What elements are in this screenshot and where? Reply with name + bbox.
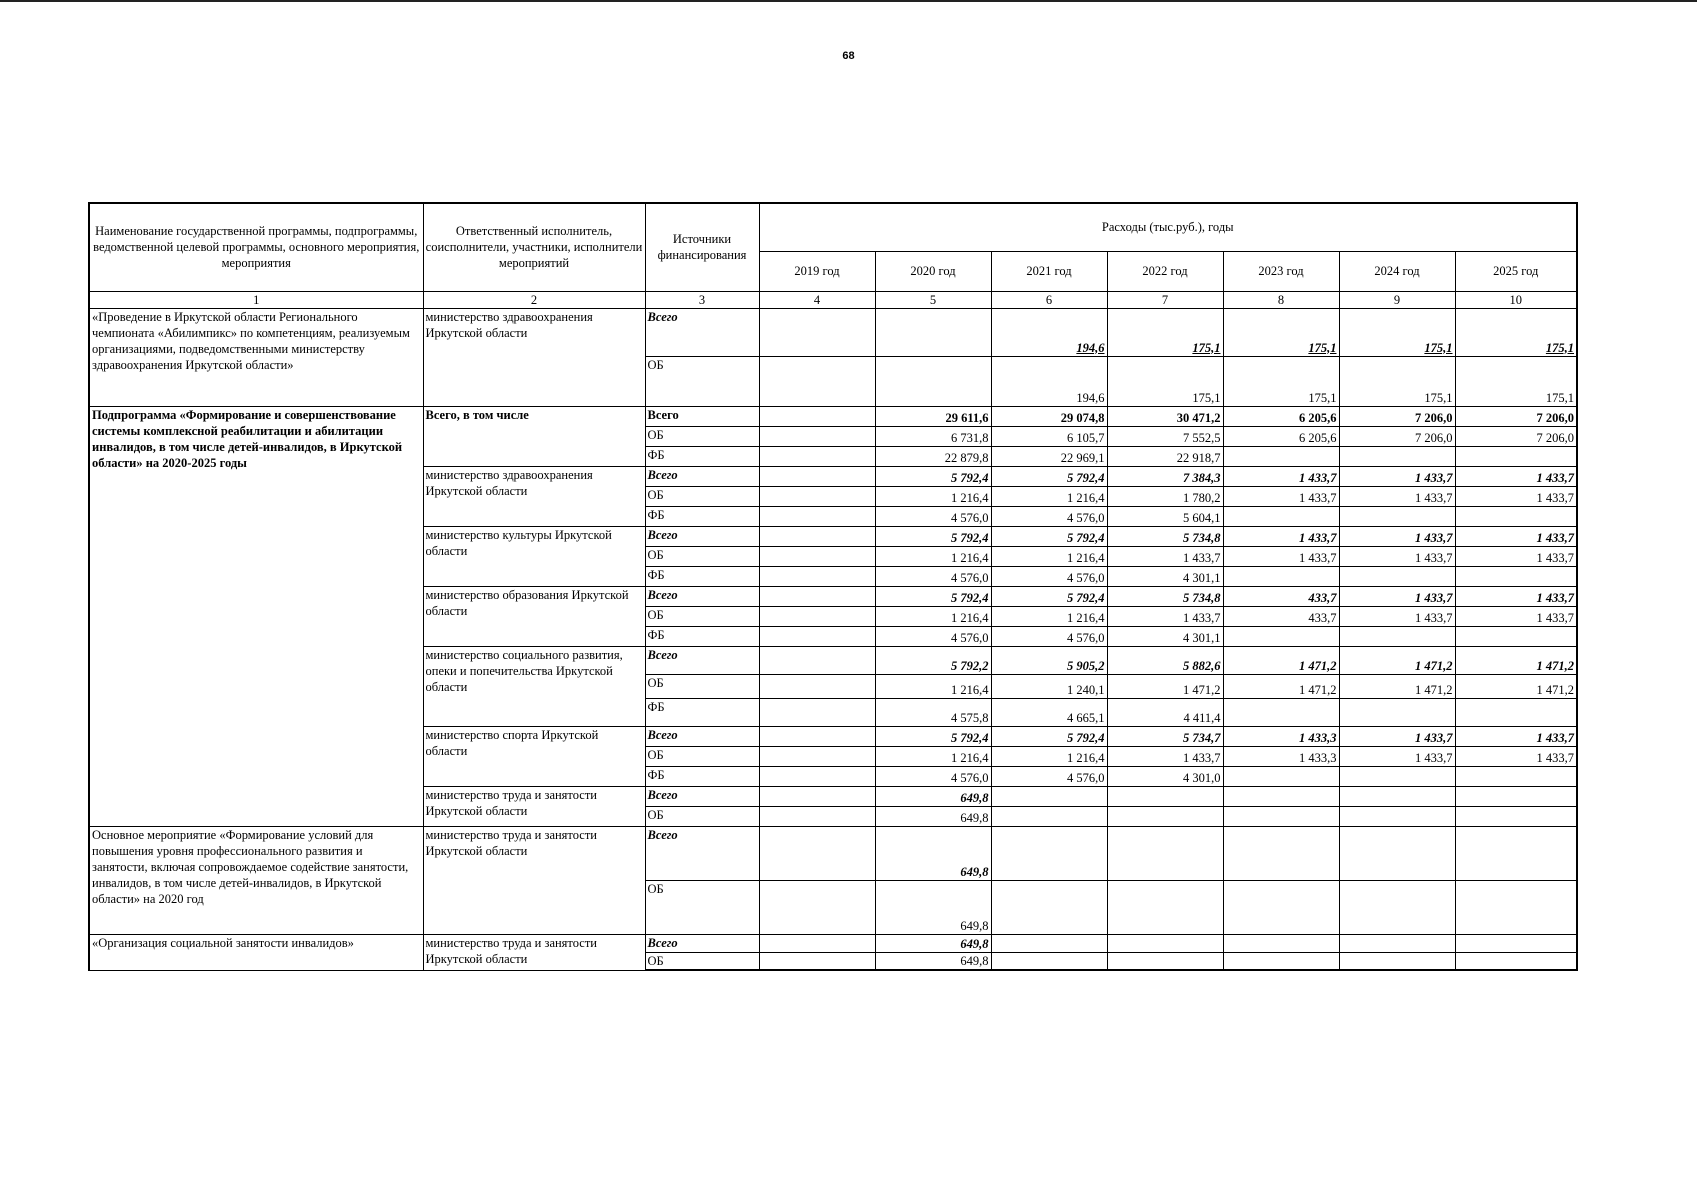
value-cell: 1 216,4 [875,486,991,506]
funding-source: ОБ [645,880,759,934]
value-cell: 5 882,6 [1107,646,1223,674]
value-cell: 1 433,7 [1339,606,1455,626]
header-numbers-row [89,291,1577,308]
value-cell: 1 433,7 [1339,586,1455,606]
funding-source: ФБ [645,698,759,726]
value-cell: 5 734,7 [1107,726,1223,746]
value-cell [991,786,1107,806]
value-cell [1339,446,1455,466]
value-cell: 22 879,8 [875,446,991,466]
value-cell [759,546,875,566]
value-cell [1455,626,1577,646]
table-row [89,406,1577,426]
value-cell: 5 792,4 [991,466,1107,486]
value-cell: 22 969,1 [991,446,1107,466]
value-cell: 1 433,7 [1107,606,1223,626]
value-cell: 4 575,8 [875,698,991,726]
value-cell: 1 433,7 [1455,546,1577,566]
value-cell [1107,952,1223,970]
table-body [89,308,1577,970]
value-cell [1107,786,1223,806]
value-cell: 5 792,2 [875,646,991,674]
funding-source: Всего [645,586,759,606]
value-cell [1339,766,1455,786]
funding-source: ОБ [645,806,759,826]
value-cell: 1 433,7 [1455,526,1577,546]
header-col-number: 8 [1223,291,1339,308]
table-header [89,203,1577,308]
value-cell: 649,8 [875,806,991,826]
value-cell: 1 433,7 [1339,726,1455,746]
value-cell: 1 216,4 [875,546,991,566]
value-cell [759,826,875,880]
table-row [89,826,1577,880]
value-cell: 1 433,7 [1223,526,1339,546]
value-cell: 1 433,7 [1223,486,1339,506]
executor-name: министерство здравоохранения Иркутской области [423,466,645,526]
funding-source: ОБ [645,606,759,626]
value-cell [1339,934,1455,952]
value-cell [1455,566,1577,586]
value-cell [759,406,875,426]
value-cell: 4 576,0 [875,766,991,786]
value-cell [1223,698,1339,726]
funding-source: Всего [645,308,759,356]
value-cell: 1 216,4 [991,606,1107,626]
value-cell [1455,880,1577,934]
header-name: Наименование государственной программы, подпрограммы, ведомственной целевой программы, основного мероприятия, мероприятия [89,203,423,291]
value-cell: 1 216,4 [875,674,991,698]
value-cell: 4 411,4 [1107,698,1223,726]
scan-top-edge [0,0,1697,2]
value-cell: 1 433,7 [1455,746,1577,766]
header-col-number: 10 [1455,291,1577,308]
value-cell: 1 471,2 [1223,646,1339,674]
funding-source: Всего [645,826,759,880]
value-cell: 1 433,7 [1339,486,1455,506]
value-cell [1455,698,1577,726]
header-year: 2020 год [875,251,991,291]
funding-source: Всего [645,646,759,674]
block-name: «Организация социальной занятости инвалидов» [89,934,423,970]
value-cell: 6 205,6 [1223,406,1339,426]
value-cell [1455,506,1577,526]
funding-source: ОБ [645,546,759,566]
value-cell: 6 105,7 [991,426,1107,446]
value-cell: 1 433,3 [1223,746,1339,766]
value-cell: 649,8 [875,952,991,970]
header-col-number: 7 [1107,291,1223,308]
funding-source: Всего [645,786,759,806]
page-number: 68 [842,50,855,62]
value-cell [1223,506,1339,526]
value-cell: 1 433,7 [1455,606,1577,626]
funding-source: Всего [645,726,759,746]
value-cell: 175,1 [1339,308,1455,356]
value-cell: 194,6 [991,356,1107,406]
header-executor: Ответственный исполнитель, соисполнители, участники, исполнители мероприятий [423,203,645,291]
executor-name: министерство здравоохранения Иркутской области [423,308,645,406]
funding-source: Всего [645,466,759,486]
value-cell [759,674,875,698]
value-cell: 1 433,7 [1455,486,1577,506]
header-year: 2022 год [1107,251,1223,291]
value-cell [759,746,875,766]
value-cell: 1 433,7 [1455,726,1577,746]
value-cell: 1 216,4 [991,546,1107,566]
value-cell: 5 792,4 [875,466,991,486]
value-cell: 1 433,7 [1339,546,1455,566]
value-cell: 1 433,7 [1223,466,1339,486]
budget-table [88,202,1578,971]
funding-source: ОБ [645,486,759,506]
value-cell [759,586,875,606]
value-cell [1455,446,1577,466]
value-cell [1455,806,1577,826]
value-cell: 175,1 [1223,308,1339,356]
value-cell [1339,626,1455,646]
value-cell [1455,952,1577,970]
value-cell: 30 471,2 [1107,406,1223,426]
value-cell [1339,806,1455,826]
value-cell: 5 792,4 [875,726,991,746]
header-year: 2023 год [1223,251,1339,291]
value-cell: 6 205,6 [1223,426,1339,446]
value-cell [759,466,875,486]
value-cell [991,806,1107,826]
funding-source: ОБ [645,426,759,446]
value-cell: 5 905,2 [991,646,1107,674]
funding-source: ОБ [645,356,759,406]
value-cell: 649,8 [875,880,991,934]
value-cell: 6 731,8 [875,426,991,446]
header-year: 2024 год [1339,251,1455,291]
header-year: 2019 год [759,251,875,291]
value-cell [875,356,991,406]
value-cell: 1 433,7 [1339,526,1455,546]
value-cell: 433,7 [1223,606,1339,626]
value-cell [1455,826,1577,880]
value-cell: 1 433,7 [1339,466,1455,486]
value-cell [759,446,875,466]
value-cell [1339,826,1455,880]
value-cell [1107,880,1223,934]
value-cell: 194,6 [991,308,1107,356]
value-cell [991,880,1107,934]
value-cell: 22 918,7 [1107,446,1223,466]
value-cell [759,426,875,446]
value-cell: 5 792,4 [875,586,991,606]
value-cell: 4 576,0 [991,766,1107,786]
value-cell: 175,1 [1107,356,1223,406]
value-cell [759,486,875,506]
value-cell: 1 433,7 [1107,746,1223,766]
block-name: «Проведение в Иркутской области Регионального чемпионата «Абилимпикс» по компетенциям, реализуемым организациями, подведомственными министерству здравоохранения Иркутской области» [89,308,423,406]
value-cell [1339,698,1455,726]
value-cell: 1 433,7 [1223,546,1339,566]
value-cell [1223,566,1339,586]
funding-source: ФБ [645,566,759,586]
value-cell [759,506,875,526]
value-cell: 1 471,2 [1107,674,1223,698]
executor-name: министерство труда и занятости Иркутской области [423,934,645,970]
value-cell: 1 471,2 [1455,674,1577,698]
value-cell [1223,934,1339,952]
header-col-number: 3 [645,291,759,308]
executor-name: министерство образования Иркутской области [423,586,645,646]
value-cell: 29 611,6 [875,406,991,426]
value-cell [759,766,875,786]
header-col-number: 9 [1339,291,1455,308]
value-cell: 175,1 [1107,308,1223,356]
value-cell [1223,766,1339,786]
value-cell: 1 433,7 [1455,466,1577,486]
value-cell [1223,626,1339,646]
value-cell: 1 471,2 [1223,674,1339,698]
value-cell: 1 780,2 [1107,486,1223,506]
value-cell: 1 433,7 [1339,746,1455,766]
value-cell [759,308,875,356]
value-cell [1223,826,1339,880]
value-cell: 7 206,0 [1455,406,1577,426]
value-cell [759,934,875,952]
value-cell: 4 301,1 [1107,626,1223,646]
value-cell: 1 216,4 [991,746,1107,766]
value-cell [991,934,1107,952]
value-cell [1223,786,1339,806]
funding-source: ОБ [645,746,759,766]
executor-name: министерство труда и занятости Иркутской области [423,826,645,934]
header-col-number: 1 [89,291,423,308]
header-source: Источники финансирования [645,203,759,291]
value-cell: 649,8 [875,826,991,880]
value-cell: 1 216,4 [875,606,991,626]
value-cell [1223,880,1339,934]
value-cell: 1 216,4 [875,746,991,766]
value-cell: 4 576,0 [875,626,991,646]
value-cell [759,626,875,646]
value-cell: 175,1 [1223,356,1339,406]
value-cell [1455,934,1577,952]
value-cell [1223,446,1339,466]
value-cell: 1 216,4 [991,486,1107,506]
value-cell: 1 433,3 [1223,726,1339,746]
funding-source: Всего [645,934,759,952]
value-cell: 1 240,1 [991,674,1107,698]
value-cell: 7 206,0 [1339,406,1455,426]
value-cell [759,786,875,806]
value-cell: 649,8 [875,786,991,806]
value-cell [759,646,875,674]
value-cell [1339,506,1455,526]
value-cell: 5 792,4 [991,586,1107,606]
block-name: Основное мероприятие «Формирование условий для повышения уровня профессионального развития и занятости, включая сопровождаемое содействие занятости, инвалидов, в том числе детей-инвалидов, в Иркутской области» на 2020 год [89,826,423,934]
value-cell [1455,786,1577,806]
value-cell [759,606,875,626]
value-cell [759,806,875,826]
value-cell [1223,806,1339,826]
funding-source: ОБ [645,674,759,698]
value-cell [759,726,875,746]
value-cell: 5 604,1 [1107,506,1223,526]
value-cell [875,308,991,356]
value-cell: 4 301,0 [1107,766,1223,786]
value-cell [1455,766,1577,786]
value-cell: 4 576,0 [991,506,1107,526]
funding-source: ФБ [645,506,759,526]
executor-name: министерство труда и занятости Иркутской области [423,786,645,826]
value-cell: 4 576,0 [991,566,1107,586]
table-row [89,308,1577,356]
value-cell [1107,826,1223,880]
value-cell [759,952,875,970]
executor-name: министерство спорта Иркутской области [423,726,645,786]
value-cell: 4 665,1 [991,698,1107,726]
executor-name: министерство социального развития, опеки и попечительства Иркутской области [423,646,645,726]
value-cell [1339,786,1455,806]
value-cell [759,526,875,546]
value-cell: 175,1 [1339,356,1455,406]
value-cell: 175,1 [1455,308,1577,356]
value-cell: 7 206,0 [1339,426,1455,446]
value-cell: 29 074,8 [991,406,1107,426]
executor-name: Всего, в том числе [423,406,645,466]
value-cell: 175,1 [1455,356,1577,406]
value-cell: 5 792,4 [875,526,991,546]
value-cell [759,698,875,726]
header-col-number: 4 [759,291,875,308]
value-cell: 1 471,2 [1339,646,1455,674]
block-name: Подпрограмма «Формирование и совершенствование системы комплексной реабилитации и абилитации инвалидов, в том числе детей-инвалидов, в Иркутской области» на 2020-2025 годы [89,406,423,826]
value-cell: 5 792,4 [991,526,1107,546]
table-row [89,934,1577,952]
value-cell [1107,806,1223,826]
value-cell [1339,952,1455,970]
value-cell: 433,7 [1223,586,1339,606]
value-cell [759,356,875,406]
funding-source: ФБ [645,626,759,646]
value-cell [1223,952,1339,970]
value-cell: 5 792,4 [991,726,1107,746]
value-cell [759,880,875,934]
header-expenses: Расходы (тыс.руб.), годы [759,203,1577,251]
value-cell [991,952,1107,970]
value-cell [1339,566,1455,586]
value-cell: 5 734,8 [1107,586,1223,606]
header-year: 2025 год [1455,251,1577,291]
funding-source: Всего [645,526,759,546]
value-cell: 5 734,8 [1107,526,1223,546]
header-col-number: 5 [875,291,991,308]
funding-source: ОБ [645,952,759,970]
funding-source: ФБ [645,766,759,786]
value-cell: 1 433,7 [1107,546,1223,566]
value-cell: 1 433,7 [1455,586,1577,606]
value-cell: 1 471,2 [1339,674,1455,698]
value-cell: 4 576,0 [991,626,1107,646]
value-cell: 4 301,1 [1107,566,1223,586]
value-cell: 7 552,5 [1107,426,1223,446]
executor-name: министерство культуры Иркутской области [423,526,645,586]
value-cell: 1 471,2 [1455,646,1577,674]
header-col-number: 6 [991,291,1107,308]
value-cell [759,566,875,586]
value-cell [1339,880,1455,934]
value-cell [1107,934,1223,952]
header-year: 2021 год [991,251,1107,291]
funding-source: ФБ [645,446,759,466]
value-cell: 4 576,0 [875,506,991,526]
funding-source: Всего [645,406,759,426]
value-cell: 7 206,0 [1455,426,1577,446]
value-cell: 7 384,3 [1107,466,1223,486]
header-col-number: 2 [423,291,645,308]
value-cell: 4 576,0 [875,566,991,586]
value-cell [991,826,1107,880]
value-cell: 649,8 [875,934,991,952]
